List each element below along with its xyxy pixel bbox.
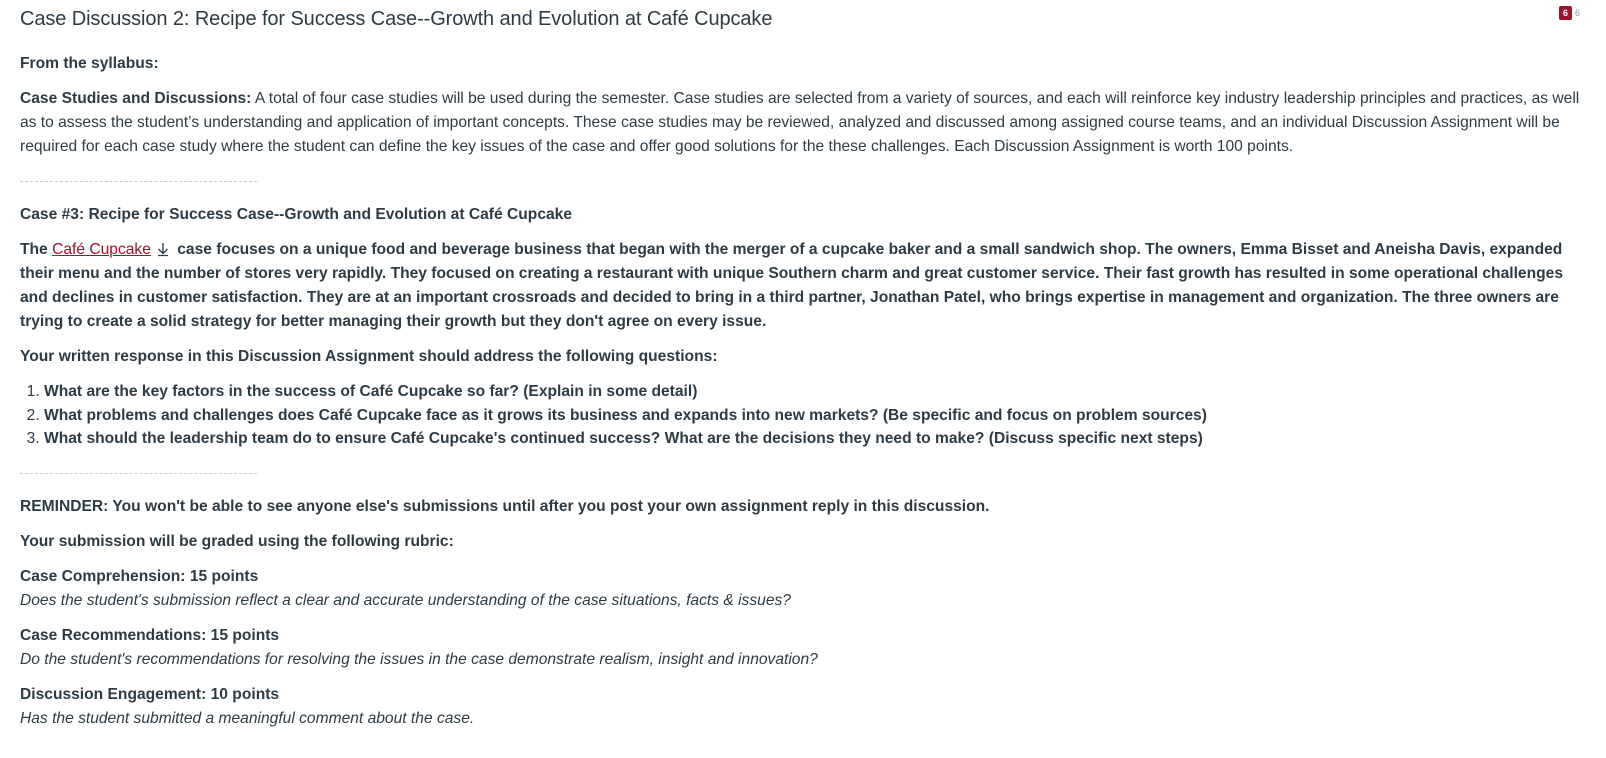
rubric-criterion [20,565,1590,613]
criterion-description: Do the student's recommendations for resolving the issues in the case demonstrate realism, insight and innovation? [20,650,818,668]
question-item: 1. What are the key factors in the success of Café Cupcake so far? (Explain in some detail) [44,380,1590,404]
rubric-criterion [20,683,1590,731]
case-intro: The [20,241,53,258]
rubric-intro: Your submission will be graded using the following rubric: [20,532,454,550]
criterion-name: Case Comprehension: 15 points [20,567,259,585]
reply-count: 6 [1575,8,1581,18]
syllabus-paragraph [20,87,1590,159]
criterion-description: Does the student's submission reflect a clear and accurate understanding of the case situations, facts & issues? [20,591,791,609]
case-paragraph [20,238,1590,334]
discussion-body [20,52,1590,742]
divider [20,473,257,474]
case-file-link[interactable]: Café Cupcake [52,241,151,258]
criterion-name: Discussion Engagement: 10 points [20,685,280,703]
question-item: 2. What problems and challenges does Café Cupcake face as it grows its business and expands into new markets? (Be specific and focus on problem sources) [44,404,1590,428]
unread-badge[interactable]: 6 [1559,6,1572,20]
download-icon[interactable] [155,241,171,257]
questions-list [20,380,1590,451]
case-title: Case #3: Recipe for Success Case--Growth and Evolution at Café Cupcake [20,206,573,223]
criterion-name: Case Recommendations: 15 points [20,626,280,644]
reminder: REMINDER: You won't be able to see anyone else's submissions until after you post your own assignment reply in this discussion. [20,497,990,515]
case-body-text: case focuses on a unique food and beverage business that began with the merger of a cupcake baker and a small sandwich shop. The owners, Emma Bisset and Aneisha Davis, expanded their menu and the number of stores very rapidly. They focused on creating a restaurant with unique Southern charm and great customer service. Their fast growth has resulted in some operational challenges and declines in customer satisfaction. They are at an important crossroads and decided to bring in a third partner, Jonathan Patel, who brings expertise in management and organization. The three owners are trying to create a solid strategy for better managing their growth but they don't agree on every issue. [20,241,1563,330]
question-item: 3. What should the leadership team do to ensure Café Cupcake's continued success? What are the decisions they need to make? (Discuss specific next steps) [44,427,1590,451]
syllabus-lead: Case Studies and Discussions: [20,90,252,107]
unread-badge-group[interactable] [1559,6,1580,20]
rubric-criterion [20,624,1590,672]
syllabus-label: From the syllabus: [20,55,159,72]
syllabus-text: A total of four case studies will be used during the semester. Case studies are selected from a variety of sources, and each will reinforce key industry leadership principles and practices, as well as to assess the student’s understanding and application of important concepts. These case studies may be reviewed, analyzed and discussed among assigned course teams, and an individual Discussion Assignment will be required for each case study where the student can define the key issues of the case and offer good solutions for the these challenges. Each Discussion Assignment is worth 100 points. [20,90,1580,155]
divider [20,181,257,182]
questions-intro: Your written response in this Discussion Assignment should address the following questions: [20,348,718,365]
criterion-description: Has the student submitted a meaningful comment about the case. [20,709,475,727]
page-title: Case Discussion 2: Recipe for Success Case--Growth and Evolution at Café Cupcake [20,8,773,30]
